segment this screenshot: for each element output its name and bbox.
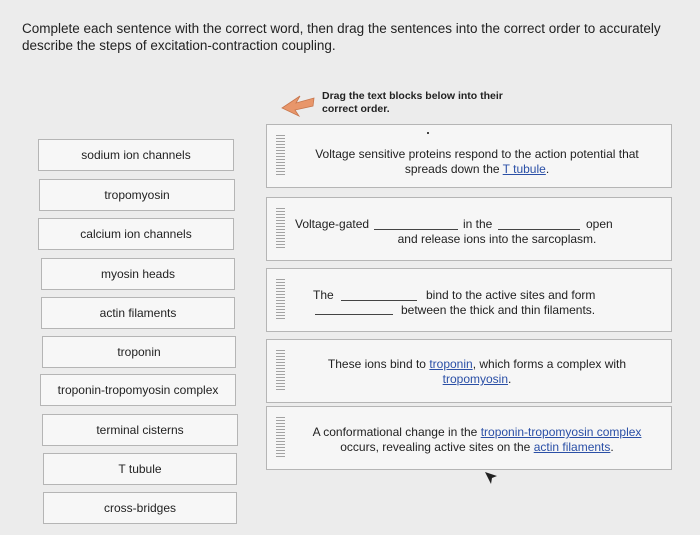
word-t-tubule[interactable]: T tubule (43, 453, 237, 485)
word-actin-filaments[interactable]: actin filaments (41, 297, 235, 329)
link-troponin-tropomyosin-complex[interactable]: troponin-tropomyosin complex (480, 425, 642, 439)
word-troponin-tropomyosin-complex[interactable]: troponin-tropomyosin complex (40, 374, 236, 406)
word-sodium-ion-channels[interactable]: sodium ion channels (38, 139, 234, 171)
blank-3[interactable] (341, 289, 417, 301)
sentence-block-2[interactable] (266, 197, 672, 261)
word-tropomyosin[interactable]: tropomyosin (39, 179, 235, 211)
blank-4[interactable] (315, 303, 393, 315)
sentence-1-text: Voltage sensitive proteins respond to the action potential that spreads down the T tubule. (315, 147, 639, 176)
sentence-block-3[interactable] (266, 268, 672, 332)
sentence-4-text: These ions bind to troponin, which forms a complex with tropomyosin. (327, 357, 627, 386)
link-troponin[interactable]: troponin (429, 357, 473, 371)
link-t-tubule[interactable]: T tubule (502, 162, 546, 176)
drag-handle-icon[interactable] (276, 279, 285, 321)
word-calcium-ion-channels[interactable]: calcium ion channels (38, 218, 234, 250)
sentence-block-5[interactable] (266, 406, 672, 470)
sentence-2-text: Voltage-gated in the open and release ions into the sarcoplasm. (295, 217, 613, 246)
sentence-block-1[interactable] (266, 124, 672, 188)
word-troponin[interactable]: troponin (42, 336, 236, 368)
instructions: Complete each sentence with the correct word, then drag the sentences into the correct order to accurately describe the steps of excitation-contraction coupling. (22, 21, 661, 53)
cursor-marker (427, 132, 429, 134)
link-tropomyosin[interactable]: tropomyosin (442, 372, 509, 386)
mouse-cursor-icon (483, 470, 499, 486)
word-myosin-heads[interactable]: myosin heads (41, 258, 235, 290)
sentence-3-text: The bind to the active sites and form between the thick and thin filaments. (313, 288, 596, 317)
blank-2[interactable] (498, 218, 580, 230)
sentence-5-text: A conformational change in the troponin-tropomyosin complex occurs, revealing active sites on the actin filaments. (312, 425, 642, 454)
word-terminal-cisterns[interactable]: terminal cisterns (42, 414, 238, 446)
arrow-icon (280, 92, 316, 118)
blank-1[interactable] (374, 218, 458, 230)
drag-handle-icon[interactable] (276, 417, 285, 459)
link-actin-filaments[interactable]: actin filaments (533, 440, 611, 454)
drag-hint-text: Drag the text blocks below into their correct order. (322, 90, 503, 115)
drag-handle-icon[interactable] (276, 350, 285, 392)
drag-handle-icon[interactable] (276, 135, 285, 177)
sentence-block-4[interactable] (266, 339, 672, 403)
drag-handle-icon[interactable] (276, 208, 285, 250)
word-cross-bridges[interactable]: cross-bridges (43, 492, 237, 524)
